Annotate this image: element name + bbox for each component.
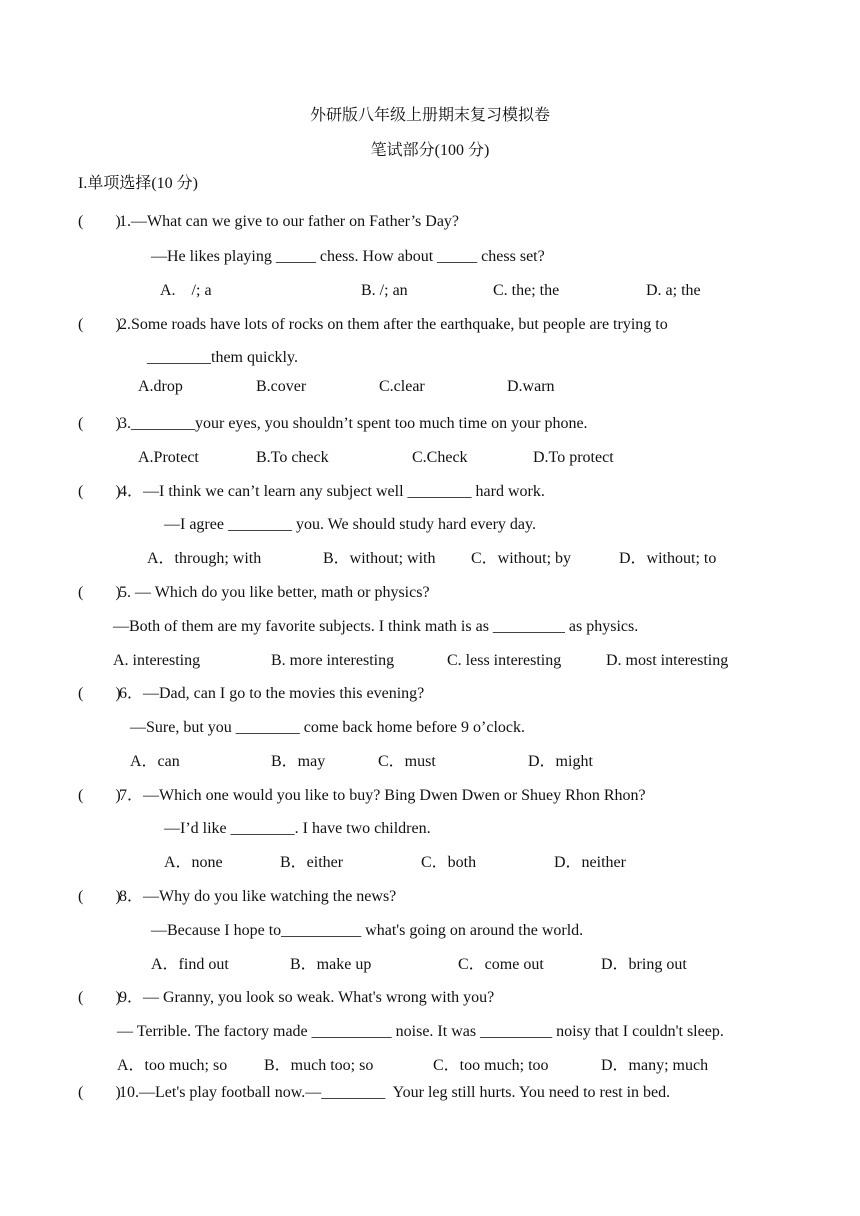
- option-d: D. a; the: [646, 282, 701, 299]
- option-b: B．much too; so: [264, 1057, 374, 1074]
- option-a: A. /; a: [160, 282, 212, 299]
- question-line: —He likes playing _____ chess. How about _____ chess set?: [151, 248, 545, 265]
- question-stem: 1.—What can we give to our father on Father’s Day?: [119, 213, 460, 230]
- page-subtitle: 笔试部分(100 分): [370, 142, 490, 159]
- question-stem: 4．—I think we can’t learn any subject well ________ hard work.: [119, 483, 545, 500]
- option-a: A.drop: [138, 378, 183, 395]
- question-stem: 7．—Which one would you like to buy? Bing Dwen Dwen or Shuey Rhon Rhon?: [119, 787, 646, 804]
- question-stem: 2.Some roads have lots of rocks on them after the earthquake, but people are trying to: [119, 316, 668, 333]
- option-b: B．either: [280, 854, 344, 871]
- option-d: D．without; to: [619, 550, 717, 567]
- option-c: C．come out: [458, 956, 544, 973]
- option-c: C.clear: [379, 378, 425, 395]
- answer-blank: ( ): [78, 483, 121, 500]
- page-title: 外研版八年级上册期末复习模拟卷: [309, 107, 550, 124]
- option-c: C．both: [421, 854, 477, 871]
- option-c: C．too much; too: [433, 1057, 549, 1074]
- question-stem: 10.—Let's play football now.—________ Your leg still hurts. You need to rest in bed.: [119, 1084, 671, 1101]
- answer-blank: ( ): [78, 1084, 121, 1101]
- question-stem: 3.________your eyes, you shouldn’t spent too much time on your phone.: [119, 415, 588, 432]
- question-line: ________them quickly.: [147, 349, 298, 366]
- option-b: B. more interesting: [271, 652, 395, 669]
- question-line: —Because I hope to__________ what's going on around the world.: [151, 922, 584, 939]
- option-a: A．through; with: [147, 550, 262, 567]
- option-c: C．must: [378, 753, 436, 770]
- question-line: —Both of them are my favorite subjects. I think math is as _________ as physics.: [113, 618, 639, 635]
- section-heading: I.单项选择(10 分): [78, 175, 198, 192]
- answer-blank: ( ): [78, 213, 121, 230]
- answer-blank: ( ): [78, 415, 121, 432]
- option-a: A.Protect: [138, 449, 199, 466]
- question-line: —I’d like ________. I have two children.: [164, 820, 431, 837]
- question-stem: 5. — Which do you like better, math or physics?: [119, 584, 430, 601]
- option-c: C. the; the: [493, 282, 560, 299]
- question-stem: 8．—Why do you like watching the news?: [119, 888, 397, 905]
- option-b: B．make up: [290, 956, 372, 973]
- answer-blank: ( ): [78, 787, 121, 804]
- option-d: D．bring out: [601, 956, 687, 973]
- option-d: D.warn: [507, 378, 555, 395]
- question-stem: 6．—Dad, can I go to the movies this evening?: [119, 685, 425, 702]
- option-c: C．without; by: [471, 550, 572, 567]
- option-a: A．find out: [151, 956, 229, 973]
- option-b: B．may: [271, 753, 326, 770]
- option-a: A. interesting: [113, 652, 201, 669]
- answer-blank: ( ): [78, 685, 121, 702]
- option-d: D．many; much: [601, 1057, 709, 1074]
- option-d: D．neither: [554, 854, 626, 871]
- option-b: B.cover: [256, 378, 307, 395]
- question-line: —Sure, but you ________ come back home before 9 o’clock.: [130, 719, 526, 736]
- option-c: C.Check: [412, 449, 468, 466]
- question-line: —I agree ________ you. We should study hard every day.: [164, 516, 536, 533]
- answer-blank: ( ): [78, 316, 121, 333]
- answer-blank: ( ): [78, 888, 121, 905]
- question-line: — Terrible. The factory made __________ noise. It was _________ noisy that I couldn't sleep.: [117, 1023, 724, 1040]
- question-stem: 9．— Granny, you look so weak. What's wrong with you?: [119, 989, 495, 1006]
- option-d: D．might: [528, 753, 593, 770]
- option-b: B. /; an: [361, 282, 408, 299]
- option-b: B.To check: [256, 449, 329, 466]
- option-b: B．without; with: [323, 550, 436, 567]
- option-c: C. less interesting: [447, 652, 562, 669]
- answer-blank: ( ): [78, 584, 121, 601]
- answer-blank: ( ): [78, 989, 121, 1006]
- option-a: A．none: [164, 854, 223, 871]
- option-d: D. most interesting: [606, 652, 729, 669]
- option-a: A．can: [130, 753, 180, 770]
- option-d: D.To protect: [533, 449, 614, 466]
- option-a: A．too much; so: [117, 1057, 228, 1074]
